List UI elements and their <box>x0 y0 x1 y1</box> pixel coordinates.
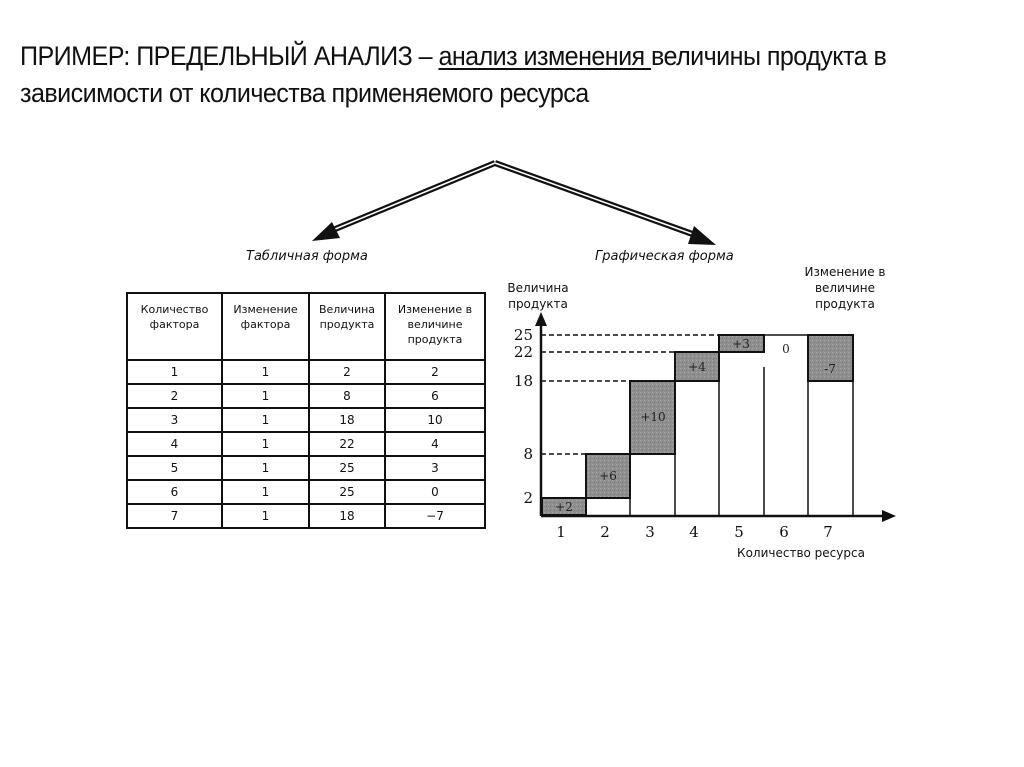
cell: 18 <box>309 408 385 432</box>
cell: 0 <box>385 480 485 504</box>
svg-text:1: 1 <box>556 523 566 541</box>
cell: 1 <box>127 360 222 384</box>
x-tick-labels <box>556 523 833 541</box>
cell: 1 <box>222 480 309 504</box>
cell: 1 <box>222 456 309 480</box>
header-factor-change: Изменение фактора <box>222 293 309 360</box>
cell: 1 <box>222 432 309 456</box>
svg-text:4: 4 <box>689 523 699 541</box>
cell: −7 <box>385 504 485 528</box>
header-product-value: Величина продукта <box>309 293 385 360</box>
y-axis-label: Величина продукта <box>507 281 569 311</box>
cell: 2 <box>385 360 485 384</box>
title-part-1: ПРИМЕР: ПРЕДЕЛЬНЫЙ АНАЛИЗ – <box>20 41 439 71</box>
svg-text:0: 0 <box>782 342 790 356</box>
graphic-form-caption: Графическая форма <box>595 249 734 264</box>
svg-text:+4: +4 <box>688 360 706 374</box>
svg-text:2: 2 <box>523 489 533 507</box>
svg-text:3: 3 <box>645 523 655 541</box>
y-tick-labels <box>514 326 533 507</box>
cell: 4 <box>127 432 222 456</box>
svg-text:+10: +10 <box>640 410 666 424</box>
cell: 3 <box>127 408 222 432</box>
svg-text:22: 22 <box>513 343 533 361</box>
title-underlined: анализ изменения <box>438 41 652 71</box>
svg-text:+2: +2 <box>555 500 573 514</box>
cell: 6 <box>385 384 485 408</box>
svg-text:25: 25 <box>513 326 533 344</box>
cell: 22 <box>309 432 385 456</box>
table-form-caption: Табличная форма <box>246 249 368 264</box>
svg-text:6: 6 <box>779 523 789 541</box>
cell: 25 <box>309 456 385 480</box>
cell: 7 <box>127 504 222 528</box>
cell: 8 <box>309 384 385 408</box>
cell: 3 <box>385 456 485 480</box>
svg-text:2: 2 <box>600 523 610 541</box>
svg-text:-7: -7 <box>824 362 836 376</box>
header-factor-quantity: Количество фактора <box>127 293 222 360</box>
svg-text:18: 18 <box>513 372 533 390</box>
cell: 25 <box>309 480 385 504</box>
title-part-2: величины продукта в зависимости от количества применяемого ресурса <box>20 41 887 108</box>
cell: 18 <box>309 504 385 528</box>
svg-text:+6: +6 <box>599 469 617 483</box>
svg-text:7: 7 <box>823 523 833 541</box>
svg-text:+3: +3 <box>732 337 750 351</box>
y-axis-arrow-icon <box>535 312 547 326</box>
x-axis-label: Количество ресурса <box>737 546 865 560</box>
cell: 1 <box>222 360 309 384</box>
x-axis-arrow-icon <box>882 510 896 522</box>
cell: 1 <box>222 384 309 408</box>
cell: 1 <box>222 504 309 528</box>
cell: 4 <box>385 432 485 456</box>
cell: 1 <box>222 408 309 432</box>
cell: 2 <box>127 384 222 408</box>
cell: 2 <box>309 360 385 384</box>
cell: 10 <box>385 408 485 432</box>
cell: 6 <box>127 480 222 504</box>
header-product-change: Изменение в величине продукта <box>385 293 485 360</box>
svg-text:5: 5 <box>734 523 744 541</box>
cell: 5 <box>127 456 222 480</box>
change-legend-label: Изменение в величине продукта <box>804 265 886 311</box>
svg-text:8: 8 <box>523 445 533 463</box>
